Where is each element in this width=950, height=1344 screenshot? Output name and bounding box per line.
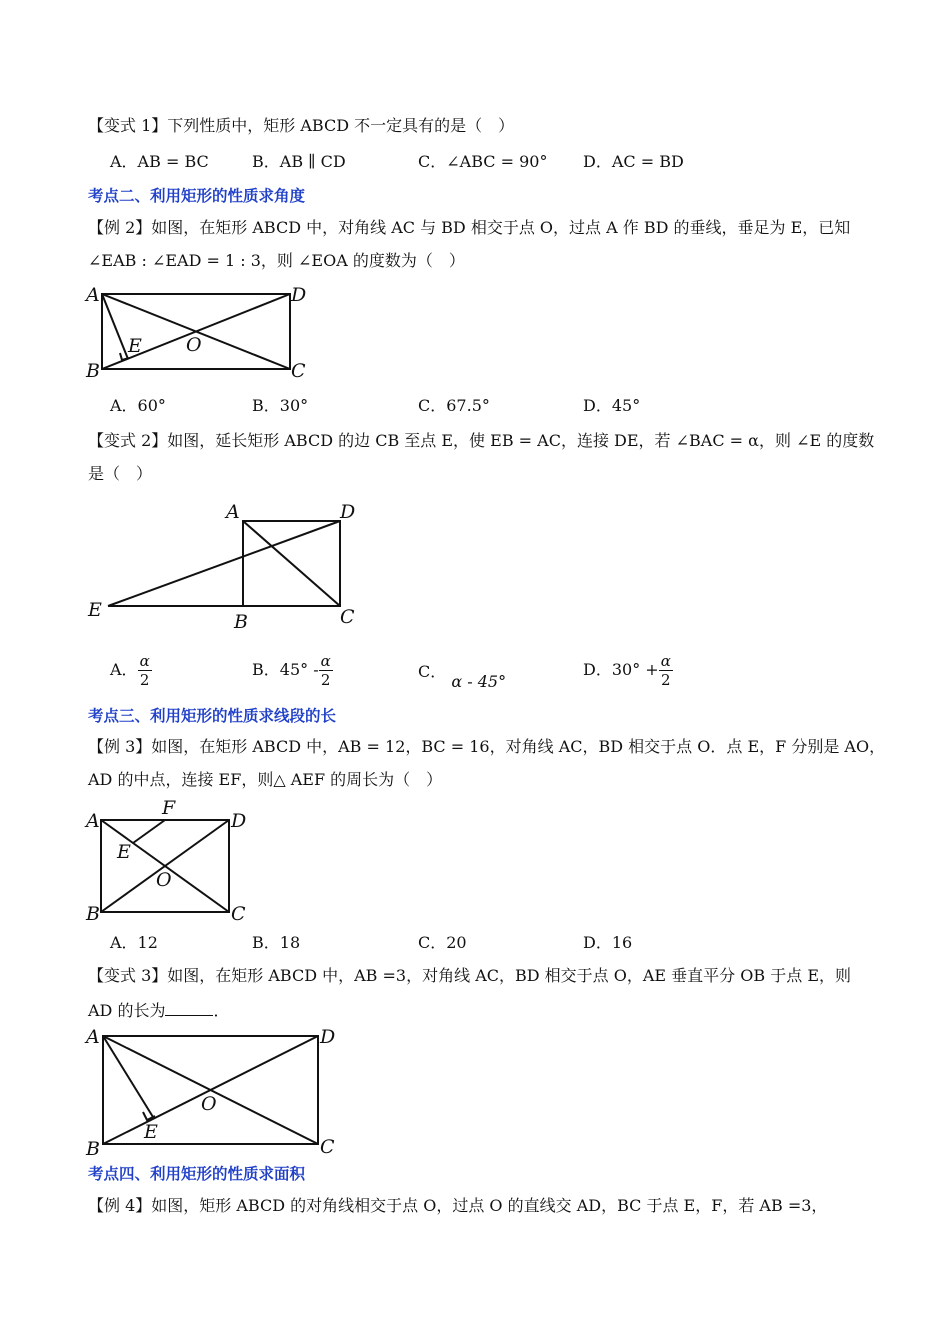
section-heading-2: 考点二、利用矩形的性质求角度 xyxy=(88,187,306,205)
variant1-stem: 【变式 1】下列性质中，矩形 ABCD 不一定具有的是（ ） xyxy=(88,116,515,135)
variant2-option-a-label: A． xyxy=(110,660,138,679)
example2-stem-line1: 【例 2】如图，在矩形 ABCD 中，对角线 AC 与 BD 相交于点 O，过点 A 作 BD 的垂线，垂足为 E，已知 xyxy=(88,218,851,237)
example2-option-c[interactable]: C．67.5° xyxy=(418,396,490,415)
variant2-label-e: E xyxy=(88,599,102,621)
example3-stem-line2: AD 的中点，连接 EF，则△ AEF 的周长为（ ） xyxy=(88,770,443,789)
variant2-option-d-label: D．30° + xyxy=(583,660,659,679)
variant2-option-b-fraction: $\frac{\alpha}{2}$ xyxy=(320,652,331,689)
section-heading-4: 考点四、利用矩形的性质求面积 xyxy=(88,1165,306,1183)
example3-label-c: C xyxy=(231,903,246,925)
example2-label-e: E xyxy=(128,335,142,357)
variant2-label-c: C xyxy=(340,606,355,628)
example3-label-f: F xyxy=(162,797,176,819)
example4-stem-line1: 【例 4】如图，矩形 ABCD 的对角线相交于点 O，过点 O 的直线交 AD，BC 于点 E，F，若 AB =3， xyxy=(88,1196,828,1215)
variant1-option-d[interactable]: D．AC = BD xyxy=(583,152,684,171)
example3-label-e: E xyxy=(117,841,131,863)
example3-option-c[interactable]: C．20 xyxy=(418,933,467,952)
example2-option-b[interactable]: B．30° xyxy=(252,396,309,415)
variant2-label-a: A xyxy=(226,501,240,523)
variant3-label-a: A xyxy=(86,1026,100,1048)
variant2-stem-line1: 【变式 2】如图，延长矩形 ABCD 的边 CB 至点 E，使 EB = AC，连接 DE，若 ∠BAC = α，则 ∠E 的度数 xyxy=(88,431,875,450)
example2-option-a[interactable]: A．60° xyxy=(110,396,166,415)
variant3-label-o: O xyxy=(201,1093,217,1115)
example3-stem-line1: 【例 3】如图，在矩形 ABCD 中，AB = 12，BC = 16，对角线 AC，BD 相交于点 O．点 E，F 分别是 AO， xyxy=(88,737,886,756)
example2-label-b: B xyxy=(86,360,100,382)
example3-label-b: B xyxy=(86,903,100,925)
variant1-option-c[interactable]: C．∠ABC = 90° xyxy=(418,152,548,171)
example3-option-d[interactable]: D．16 xyxy=(583,933,633,952)
example3-option-a[interactable]: A．12 xyxy=(110,933,158,952)
example3-label-a: A xyxy=(86,810,100,832)
variant2-option-b-label: B．45° - xyxy=(252,660,319,679)
variant3-stem-line1: 【变式 3】如图，在矩形 ABCD 中，AB =3，对角线 AC，BD 相交于点 O，AE 垂直平分 OB 于点 E，则 xyxy=(88,966,851,985)
variant2-option-c-expression: α - 45° xyxy=(451,672,507,691)
variant2-option-a-fraction: $\frac{\alpha}{2}$ xyxy=(139,652,150,689)
section-heading-3: 考点三、利用矩形的性质求线段的长 xyxy=(88,707,337,725)
example2-option-d[interactable]: D．45° xyxy=(583,396,641,415)
example3-label-o: O xyxy=(156,869,172,891)
example2-stem-line2: ∠EAB : ∠EAD = 1 : 3，则 ∠EOA 的度数为（ ） xyxy=(88,251,465,270)
variant2-label-b: B xyxy=(234,611,248,633)
variant2-option-d-fraction: $\frac{\alpha}{2}$ xyxy=(660,652,671,689)
variant2-stem-line2: 是（ ） xyxy=(88,464,153,483)
example2-label-d: D xyxy=(291,284,307,306)
variant3-stem-period: ． xyxy=(213,1001,230,1020)
variant2-label-d: D xyxy=(340,501,356,523)
variant3-label-d: D xyxy=(320,1026,336,1048)
variant3-label-c: C xyxy=(320,1136,335,1158)
variant1-option-b[interactable]: B．AB ∥ CD xyxy=(252,152,346,171)
variant3-label-e: E xyxy=(144,1121,158,1143)
variant1-option-a[interactable]: A．AB = BC xyxy=(110,152,209,171)
variant2-option-c-label: C． xyxy=(418,662,447,681)
example3-label-d: D xyxy=(231,810,247,832)
variant3-label-b: B xyxy=(86,1138,100,1160)
example2-label-o: O xyxy=(186,334,202,356)
example3-option-b[interactable]: B．18 xyxy=(252,933,301,952)
variant3-stem-text: AD 的长为 xyxy=(88,1001,166,1020)
example2-label-a: A xyxy=(86,284,100,306)
example2-label-c: C xyxy=(291,360,306,382)
